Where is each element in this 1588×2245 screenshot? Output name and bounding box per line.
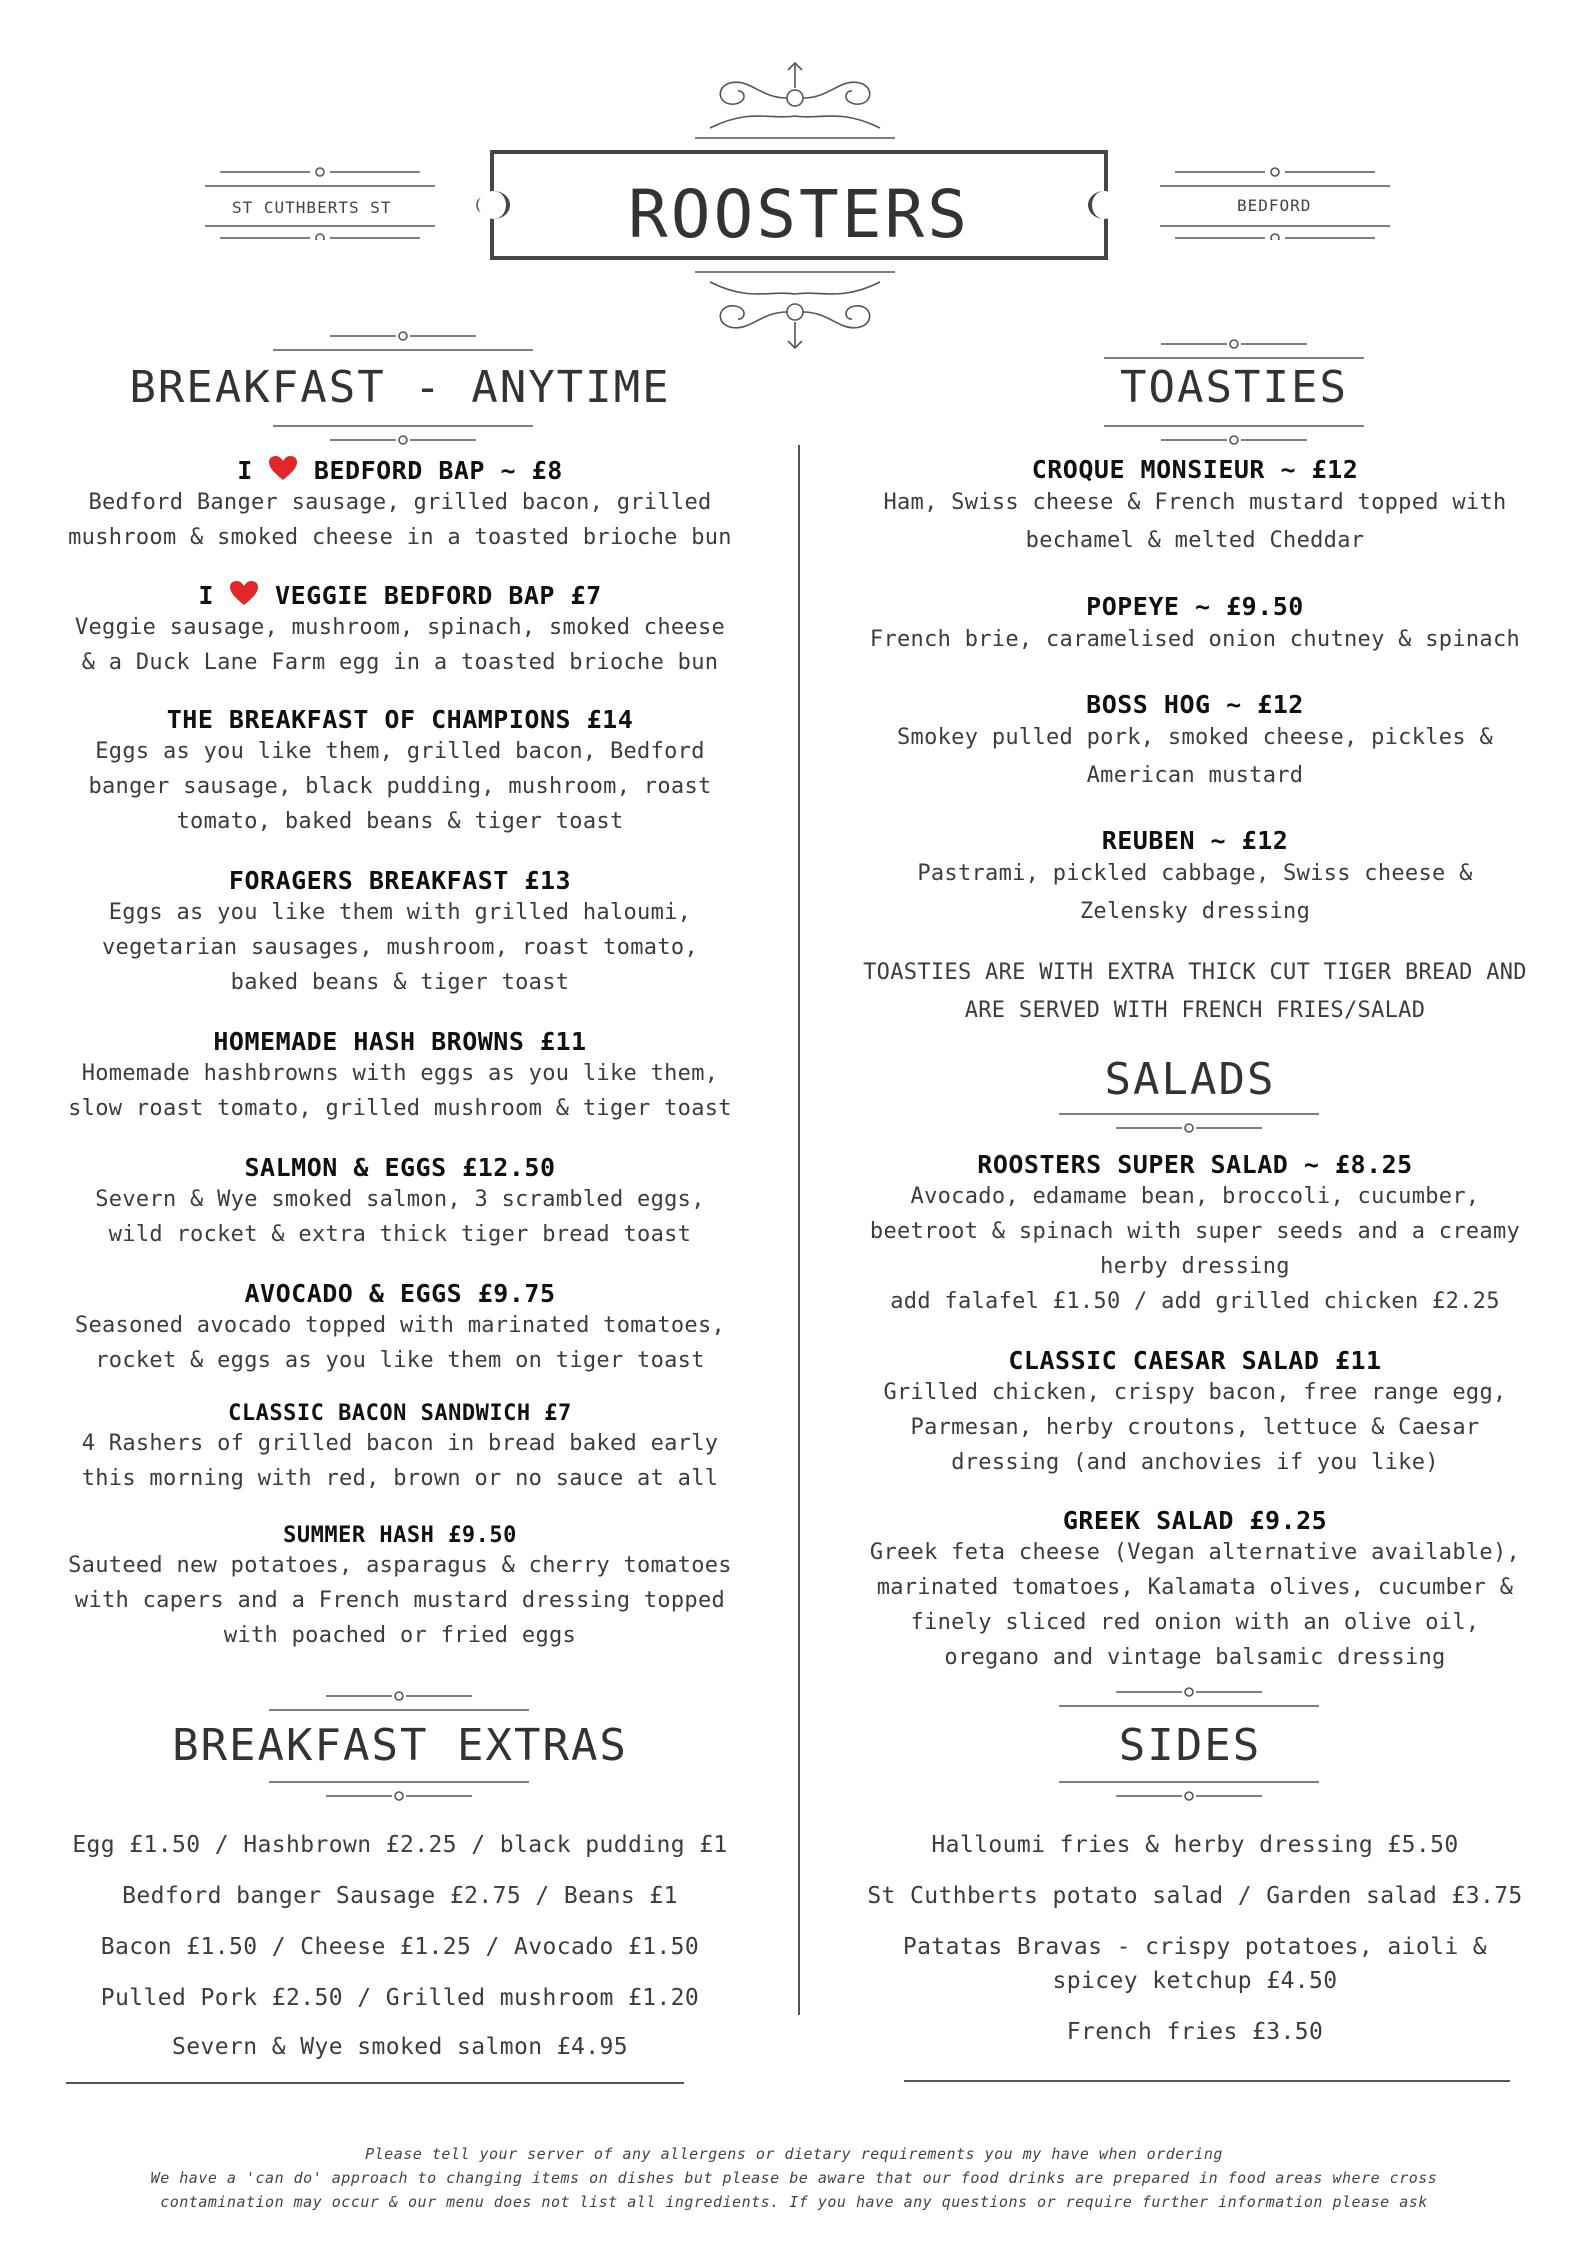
sides-line: French fries £3.50 [1066,2019,1324,2045]
left-bottom-rule [66,2082,684,2084]
item-desc: Avocado, edamame bean, broccoli, cucumber, [910,1184,1480,1209]
item-desc: dressing (and anchovies if you like) [951,1450,1439,1475]
item-title: THE BREAKFAST OF CHAMPIONS £14 [166,705,634,734]
item-title-pre: I [237,456,253,485]
item-title: VEGGIE BEDFORD BAP £7 [275,581,602,610]
item-desc: herby dressing [1100,1254,1290,1279]
extras-line: Egg £1.50 / Hashbrown £2.25 / black pudding £1 [72,1832,728,1858]
salads-column [820,1150,1570,1675]
note-line: TOASTIES ARE WITH EXTRA THICK CUT TIGER BREAD AND [863,960,1527,985]
item-desc: Seasoned avocado topped with marinated tomatoes, [74,1313,726,1338]
item-title: HOMEMADE HASH BROWNS £11 [213,1027,587,1056]
footer-line: contamination may occur & our menu does not list all ingredients. If you have any questions or require further information please ask [160,2193,1428,2211]
item-desc: Greek feta cheese (Vegan alternative available), [869,1540,1521,1565]
toasties-heading: TOASTIES [1120,362,1348,413]
menu-item [30,866,770,1027]
item-title: POPEYE ~ £9.50 [1086,592,1304,621]
item-title: AVOCADO & EGGS £9.75 [244,1279,556,1308]
sides-list [820,1832,1570,2059]
item-desc: 4 Rashers of grilled bacon in bread baked early [81,1431,719,1456]
menu-item [30,455,770,580]
menu-item [820,1346,1570,1506]
item-desc: with poached or fried eggs [223,1623,577,1648]
menu-item [30,1027,770,1153]
title-frame [490,150,1108,260]
item-desc: with capers and a French mustard dressing topped [74,1588,726,1613]
toasties-note [820,954,1570,1030]
menu-item [820,455,1570,592]
sides-line: Halloumi fries & herby dressing £5.50 [931,1832,1459,1858]
item-desc: Ham, Swiss cheese & French mustard topped with [883,490,1507,515]
item-title: CLASSIC BACON SANDWICH £7 [228,1401,572,1426]
extras-line: Severn & Wye smoked salmon £4.95 [172,2034,628,2060]
salads-heading: SALADS [1104,1054,1276,1105]
heart-icon [268,455,298,481]
extras-heading: BREAKFAST EXTRAS [172,1720,628,1771]
item-desc: finely sliced red onion with an olive oil, [910,1610,1480,1635]
item-desc: marinated tomatoes, Kalamata olives, cucumber & [876,1575,1514,1600]
item-title: SUMMER HASH £9.50 [283,1523,517,1548]
menu-item [30,1153,770,1279]
menu-item [30,1279,770,1401]
footer-line: We have a 'can do' approach to changing items on dishes but please be aware that our food drinks are prepared in food areas where cross [150,2169,1438,2187]
breakfast-top-divider [268,330,538,356]
menu-item [820,690,1570,826]
menu-item [30,1523,770,1673]
salads-bottom-divider [1054,1108,1324,1134]
allergen-notice [60,2142,1528,2214]
item-desc: banger sausage, black pudding, mushroom, roast [88,774,712,799]
item-title: REUBEN ~ £12 [1101,826,1289,855]
item-desc: tomato, baked beans & tiger toast [176,809,624,834]
sides-line: Patatas Bravas - crispy potatoes, aioli & [902,1934,1488,1960]
item-desc: Veggie sausage, mushroom, spinach, smoked cheese [74,615,726,640]
sides-line: spicey ketchup £4.50 [1052,1968,1338,1994]
item-desc: vegetarian sausages, mushroom, roast tomato, [102,935,698,960]
toasties-top-divider [1099,338,1369,364]
item-desc: Pastrami, pickled cabbage, Swiss cheese & [917,861,1473,886]
item-desc: slow roast tomato, grilled mushroom & tiger toast [68,1096,732,1121]
menu-item [820,826,1570,954]
town-label: BEDFORD [1237,196,1312,215]
item-desc: Sauteed new potatoes, asparagus & cherry tomatoes [68,1553,732,1578]
restaurant-title: ROOSTERS [628,176,970,253]
breakfast-heading: BREAKFAST - ANYTIME [129,362,671,413]
item-desc: Severn & Wye smoked salmon, 3 scrambled eggs, [95,1187,705,1212]
sides-heading: SIDES [1118,1720,1262,1771]
item-title: CLASSIC CAESAR SALAD £11 [1008,1346,1382,1375]
menu-item [30,705,770,866]
toasties-bottom-divider [1099,420,1369,446]
sides-top-divider [1054,1686,1324,1712]
sides-line: St Cuthberts potato salad / Garden salad £3.75 [867,1883,1523,1909]
menu-item [30,580,770,705]
item-desc: rocket & eggs as you like them on tiger toast [95,1348,705,1373]
item-title: FORAGERS BREAKFAST £13 [228,866,572,895]
extras-list [30,1832,770,2074]
footer-line: Please tell your server of any allergens or dietary requirements you my have when ordering [365,2145,1223,2163]
breakfast-bottom-divider [268,420,538,446]
item-desc: add falafel £1.50 / add grilled chicken £2.25 [890,1289,1500,1314]
item-title: ROOSTERS SUPER SALAD ~ £8.25 [977,1150,1413,1179]
extras-bottom-divider [264,1776,534,1802]
item-desc: Bedford Banger sausage, grilled bacon, grilled [88,490,712,515]
item-title: CROQUE MONSIEUR ~ £12 [1031,455,1359,484]
breakfast-column [30,455,770,1673]
menu-item [30,1401,770,1523]
extras-top-divider [264,1690,534,1716]
toasties-column [820,455,1570,1030]
street-label: ST CUTHBERTS ST [232,198,392,217]
extras-line: Bacon £1.50 / Cheese £1.25 / Avocado £1.50 [100,1934,700,1960]
heart-icon [229,580,259,606]
extras-line: Pulled Pork £2.50 / Grilled mushroom £1.20 [100,1985,700,2011]
item-desc: beetroot & spinach with super seeds and a creamy [869,1219,1521,1244]
bottom-flourish [690,264,900,354]
item-desc: oregano and vintage balsamic dressing [944,1645,1446,1670]
item-desc: Eggs as you like them with grilled haloumi, [108,900,692,925]
note-line: ARE SERVED WITH FRENCH FRIES/SALAD [964,998,1426,1023]
item-desc: Homemade hashbrowns with eggs as you like them, [81,1061,719,1086]
item-desc: American mustard [1086,763,1304,788]
item-desc: baked beans & tiger toast [230,970,570,995]
item-title-pre: I [198,581,214,610]
column-divider [798,445,800,2015]
item-title: BEDFORD BAP ~ £8 [313,456,563,485]
item-desc: bechamel & melted Cheddar [1025,528,1365,553]
item-desc: this morning with red, brown or no sauce at all [81,1466,719,1491]
item-desc: Zelensky dressing [1079,899,1311,924]
item-desc: wild rocket & extra thick tiger bread toast [108,1222,692,1247]
item-desc: & a Duck Lane Farm egg in a toasted brioche bun [81,650,719,675]
right-bottom-rule [904,2080,1510,2082]
item-title: SALMON & EGGS £12.50 [244,1153,556,1182]
item-desc: Parmesan, herby croutons, lettuce & Caesar [910,1415,1480,1440]
item-desc: Eggs as you like them, grilled bacon, Bedford [95,739,705,764]
item-desc: Grilled chicken, crispy bacon, free range egg, [883,1380,1507,1405]
item-title: BOSS HOG ~ £12 [1086,690,1304,719]
item-desc: Smokey pulled pork, smoked cheese, pickles & [897,725,1493,750]
menu-item [820,592,1570,690]
item-title: GREEK SALAD £9.25 [1062,1506,1328,1535]
item-desc: French brie, caramelised onion chutney & spinach [869,627,1521,652]
top-flourish [690,58,900,148]
item-desc: mushroom & smoked cheese in a toasted brioche bun [68,525,732,550]
menu-item [820,1506,1570,1675]
sides-bottom-divider [1054,1776,1324,1802]
menu-item [820,1150,1570,1346]
extras-line: Bedford banger Sausage £2.75 / Beans £1 [122,1883,678,1909]
